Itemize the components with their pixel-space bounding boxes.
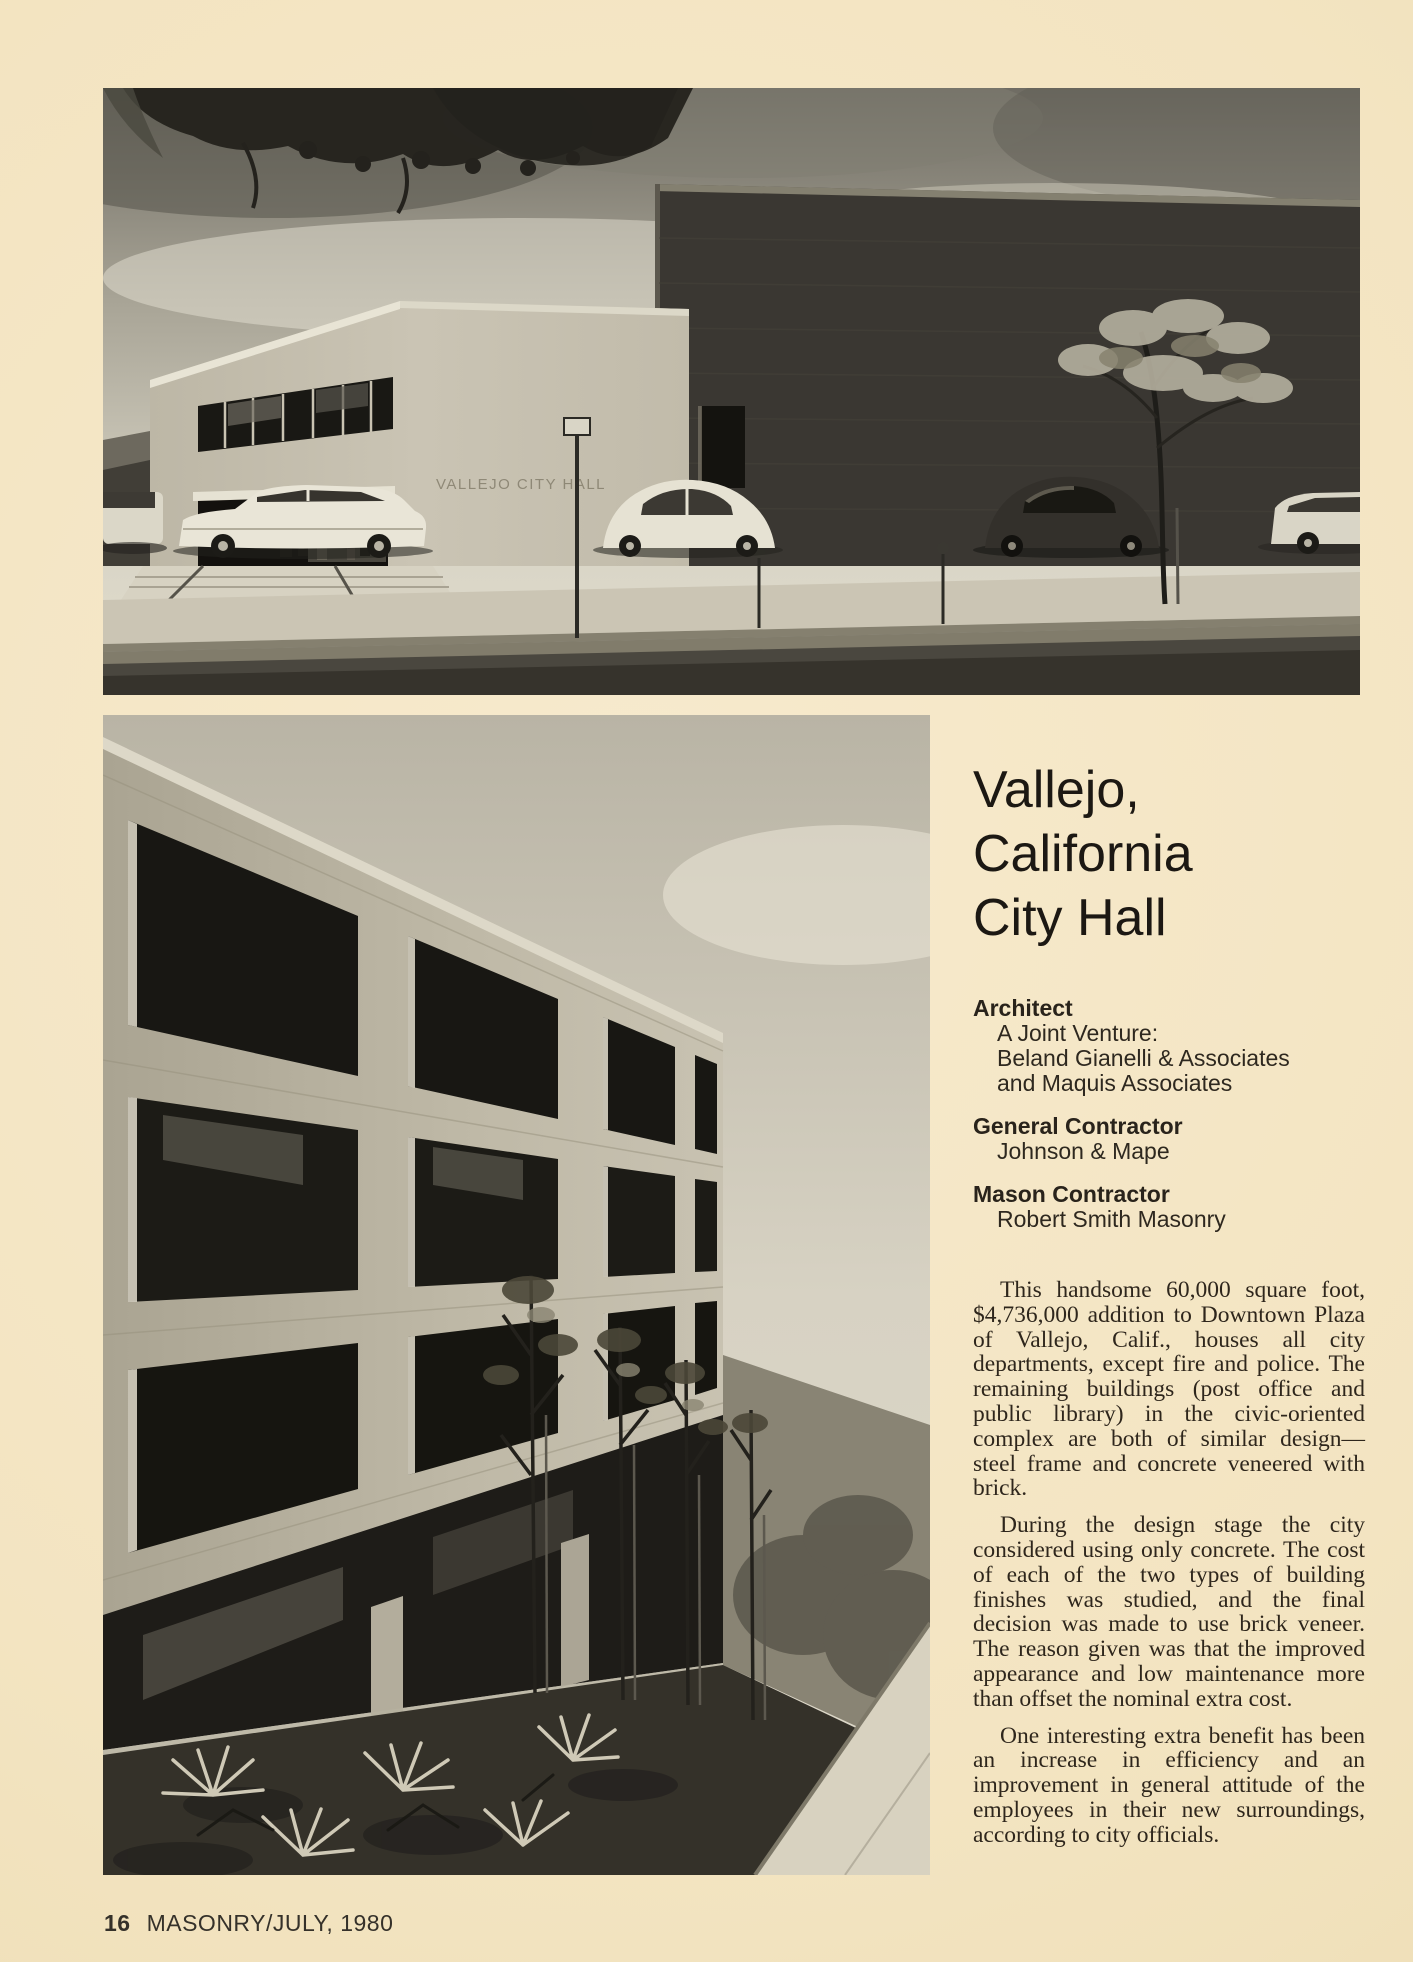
building-sign-text: VALLEJO CITY HALL: [436, 476, 607, 493]
credit-role: Mason Contractor: [973, 1181, 1170, 1207]
car-left-edge: [103, 492, 167, 554]
credits-block: [973, 996, 1365, 1232]
credit-line: Robert Smith Masonry: [997, 1206, 1226, 1232]
credit-architect: [973, 996, 1365, 1096]
facade-illustration: [103, 715, 930, 1875]
page-footer: [104, 1910, 393, 1937]
credit-role: General Contractor: [973, 1113, 1183, 1139]
credit-role: Architect: [973, 995, 1073, 1021]
publication-name: MASONRY/JULY, 1980: [146, 1910, 394, 1936]
credit-line: Johnson & Mape: [997, 1138, 1170, 1164]
title-line-3: City Hall: [973, 889, 1167, 947]
credit-line: and Maquis Associates: [997, 1070, 1233, 1096]
credit-line: Beland Gianelli & Associates: [997, 1045, 1290, 1071]
credit-mason-contractor: [973, 1182, 1365, 1232]
page-number: 16: [104, 1910, 131, 1936]
title-line-1: Vallejo,: [973, 761, 1140, 819]
article-column: [973, 758, 1365, 1860]
street-view-illustration: [103, 88, 1360, 695]
photo-street-view: [103, 88, 1360, 695]
paragraph-1: This handsome 60,000 square foot, $4,736,000 addition to Downtown Plaza of Vallejo, Calif., houses all city departments, except fire and police. The remaining buildings (post office and public library) in the civic-oriented complex are both of similar design—steel frame and concrete veneered with brick.: [973, 1277, 1365, 1502]
paragraph-2: During the design stage the city considered using only concrete. The cost of each of the two types of building finishes was studied, and the final decision was made to use brick veneer. The reason given was that the improved appearance and low maintenance more than offset the nominal extra cost.: [973, 1512, 1365, 1712]
credit-general-contractor: [973, 1114, 1365, 1164]
article-title: [973, 758, 1365, 950]
credit-line: A Joint Venture:: [997, 1020, 1159, 1046]
title-line-2: California: [973, 825, 1193, 883]
article-body: [973, 1278, 1365, 1848]
paragraph-3: One interesting extra benefit has been an increase in efficiency and an improvement in general attitude of the employees in their new surroundings, according to city officials.: [973, 1722, 1365, 1848]
brick-building-door: [701, 406, 745, 488]
photo-facade-detail: [103, 715, 930, 1875]
